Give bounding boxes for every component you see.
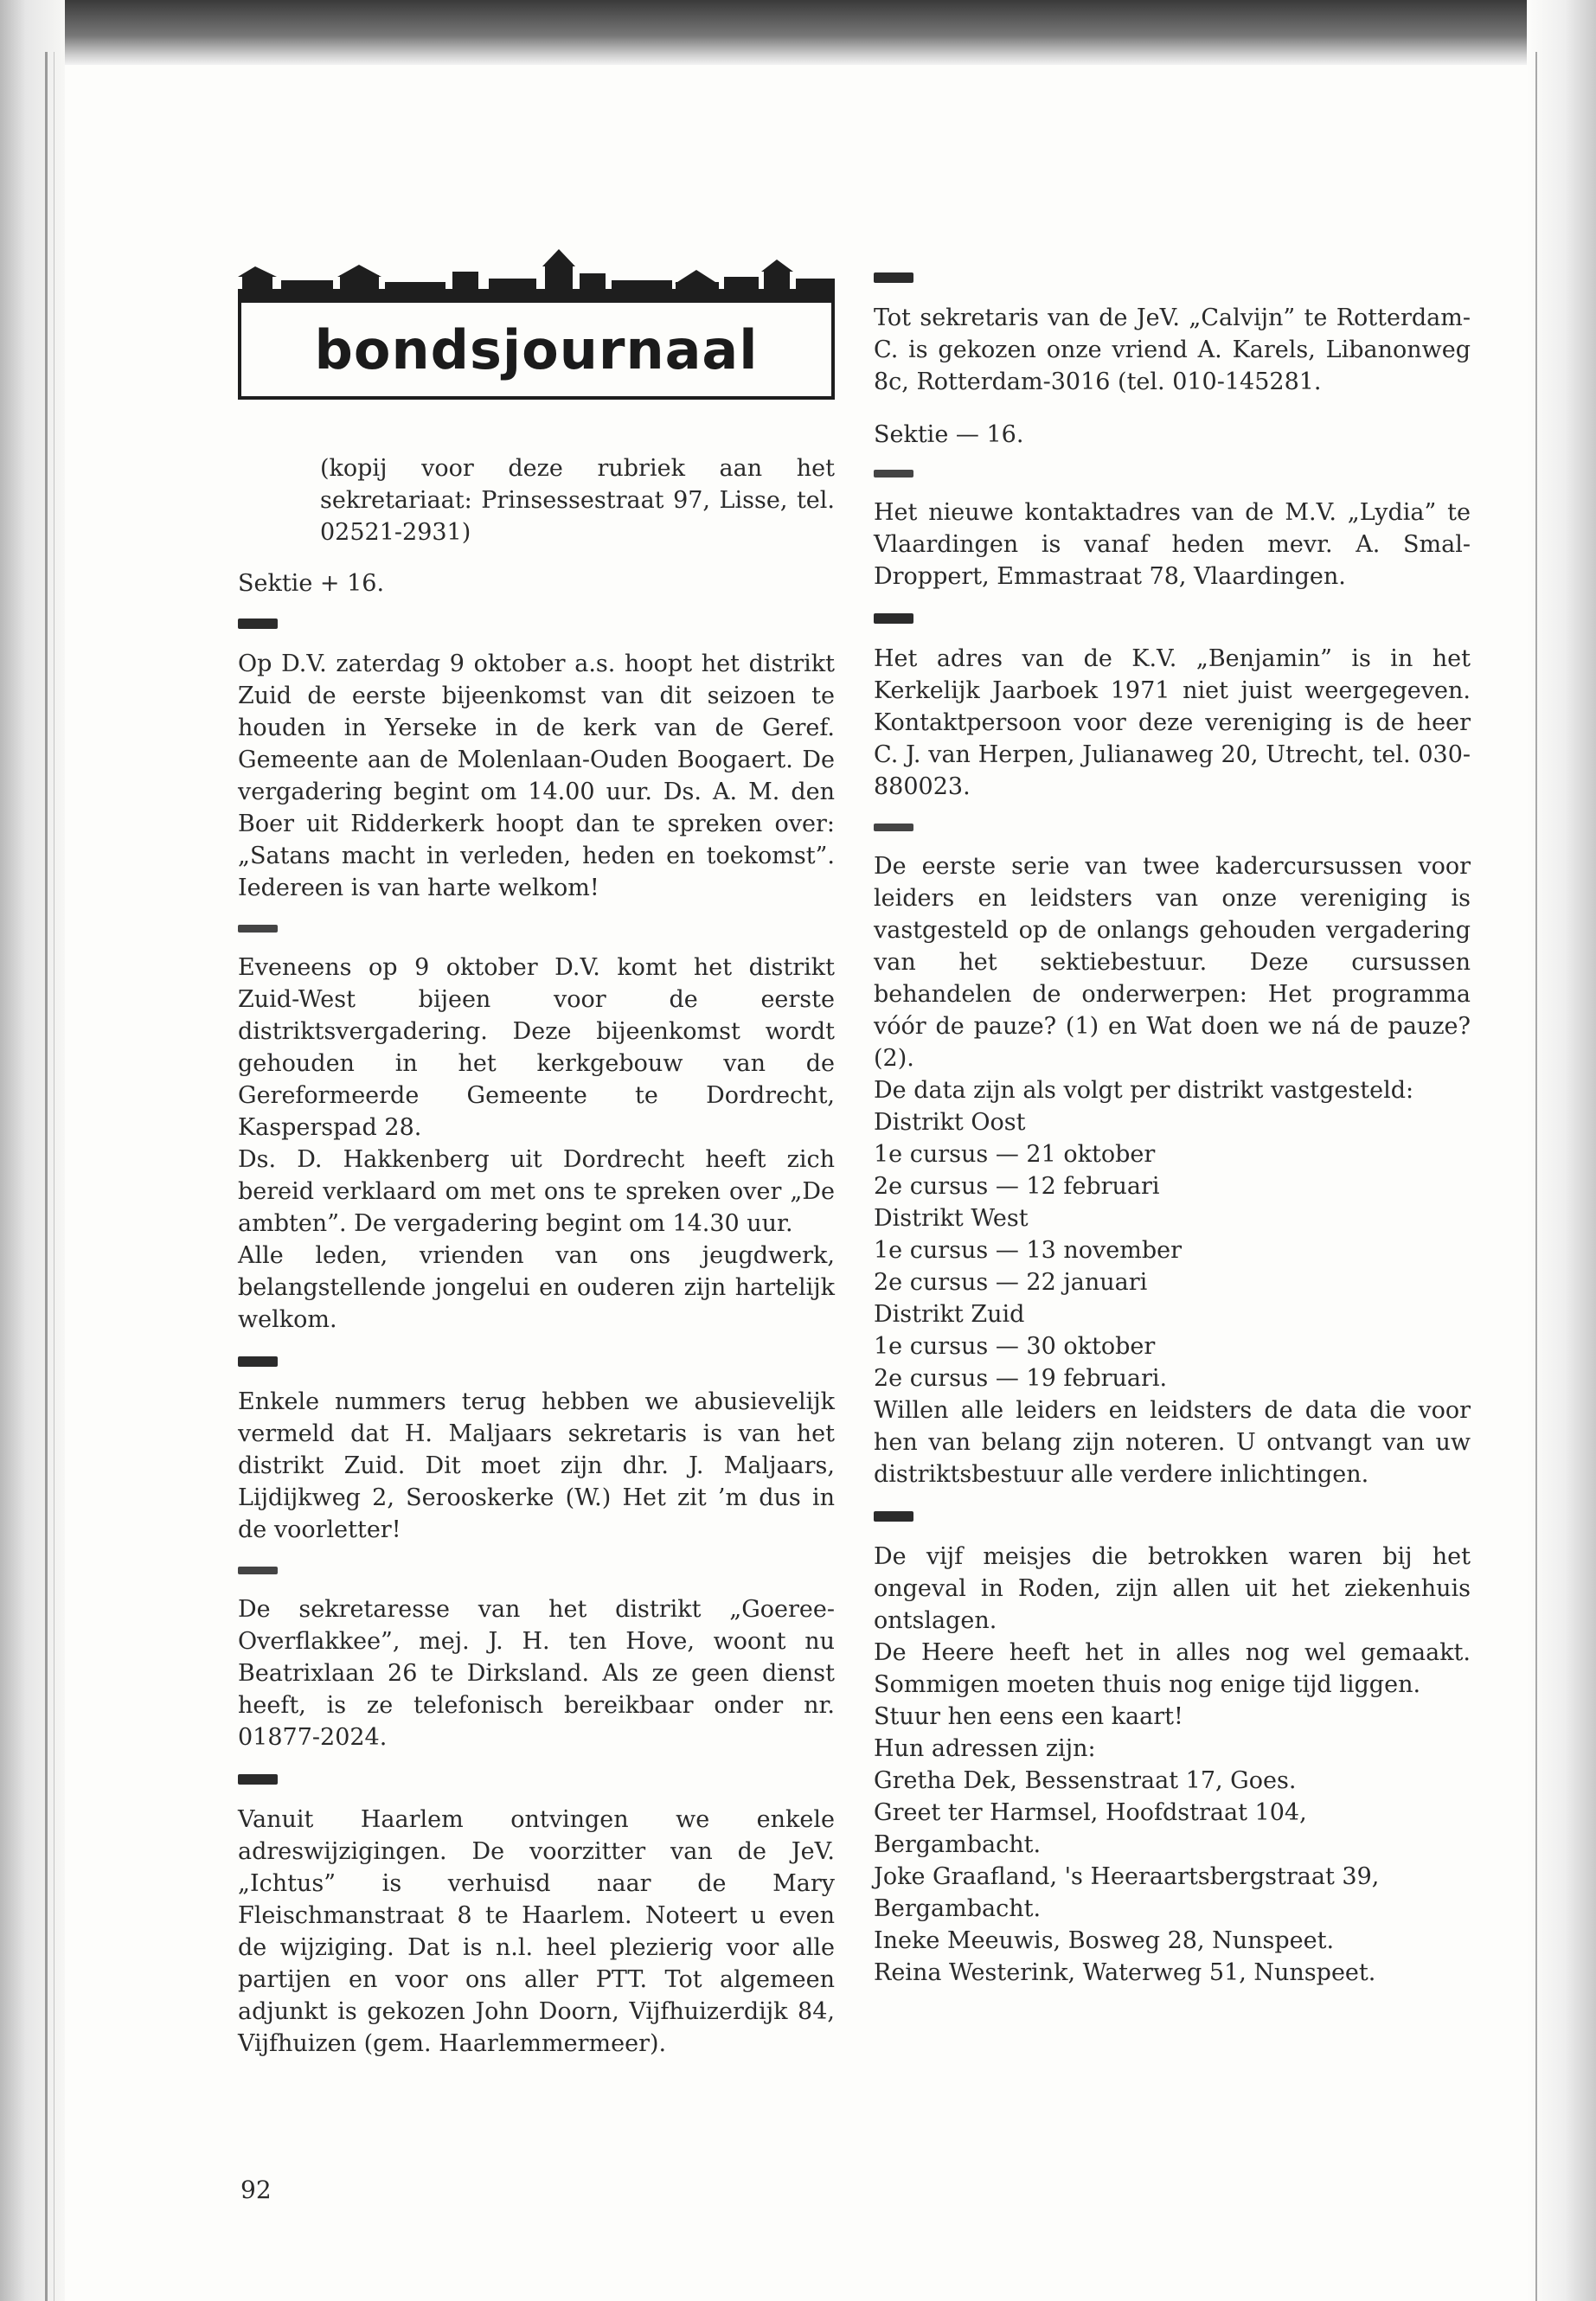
schedule-line: 2e cursus — 22 januari [874,1269,1148,1296]
page-number: 92 [240,2176,272,2204]
separator-mark [238,925,278,933]
article-zuid-meeting: Op D.V. zaterdag 9 oktober a.s. hoopt het distrikt Zuid de eerste bijeenkomst van dit seizoen te houden in Yerseke in de kerk van de Geref. Gemeente aan de Molenlaan-Ouden Boogaert. De vergadering begint om 14.00 uur. Ds. A. M. den Boer uit Ridderkerk hoopt dan te spreken over: „Satans macht in verleden, heden en toekomst”. Iedereen is van harte welkom! [238,651,835,901]
schedule-line: 2e cursus — 19 februari. [874,1365,1168,1392]
section-label-min-16: Sektie — 16. [874,421,1024,448]
masthead-title-box [238,299,835,400]
address-line: Joke Graafland, 's Heeraartsbergstraat 39, Bergambacht. [874,1863,1380,1922]
separator-mark [874,613,913,624]
copy-note: (kopij voor deze rubriek aan het sekretariaat: Prinsessestraat 97, Lisse, tel. 02521-2931) [320,455,835,546]
article-zuid-west-speaker: Ds. D. Hakkenberg uit Dordrecht heeft zich bereid verklaard om met ons te spreken over „De ambten”. De vergadering begint om 14.30 uur. [238,1146,835,1237]
schedule-intro: De data zijn als volgt per distrikt vastgesteld: [874,1077,1414,1104]
article-goeree-overflakkee: De sekretaresse van het distrikt „Goeree-Overflakkee”, mej. J. H. ten Hove, woont nu Beatrixlaan 26 te Dirksland. Als ze geen dienst heeft, is ze telefonisch bereikbaar onder nr. 01877-2024. [238,1596,835,1751]
address-line: Gretha Dek, Bessenstraat 17, Goes. [874,1767,1297,1794]
scan-top-edge [0,0,1596,65]
article-roden-card: Stuur hen eens een kaart! [874,1703,1183,1730]
article-haarlem: Vanuit Haarlem ontvingen we enkele adreswijzigingen. De voorzitter van de JeV. „Ichtus” is verhuisd naar de Mary Fleischmanstraat 8 te Haarlem. Noteert u even de wijziging. Dat is n.l. heel plezierig voor alle partijen en voor ons aller PTT. Tot algemeen adjunkt is gekozen John Doorn, Vijfhuizerdijk 84, Vijfhuizen (gem. Haarlemmermeer). [238,1806,835,2057]
schedule-line: Distrikt West [874,1205,1029,1232]
masthead [238,249,835,426]
separator-mark [238,619,278,629]
separator-mark [238,1774,278,1785]
scan-right-edge [1527,0,1596,2301]
schedule-line: 2e cursus — 12 februari [874,1173,1160,1200]
article-roden-accident: De vijf meisjes die betrokken waren bij het ongeval in Roden, zijn allen uit het ziekenhuis ontslagen. [874,1543,1471,1634]
separator-mark [238,1356,278,1367]
skyline-illustration [238,249,835,299]
separator-mark [874,1511,913,1522]
article-correction-maljaars: Enkele nummers terug hebben we abusievelijk vermeld dat H. Maljaars sekretaris is van het distrikt Zuid. Dit moet zijn dhr. J. Maljaars, Lijdijkweg 2, Serooskerke (W.) Het zit ’m dus in de voorletter! [238,1388,835,1543]
article-zuid-west-meeting: Eveneens op 9 oktober D.V. komt het distrikt Zuid-West bijeen voor de eerste distriktsvergadering. Deze bijeenkomst wordt gehouden in het kerkgebouw van de Gereformeerde Gemeente te Dordrecht, Kasperspad 28. [238,954,835,1141]
address-list [874,1765,1471,1989]
address-line: Ineke Meeuwis, Bosweg 28, Nunspeet. [874,1927,1335,1954]
separator-mark [874,272,913,283]
separator-mark [874,824,913,831]
article-benjamin: Het adres van de K.V. „Benjamin” is in het Kerkelijk Jaarboek 1971 niet juist weergegeven. Kontaktpersoon voor deze vereniging is de heer C. J. van Herpen, Julianaweg 20, Utrecht, tel. 030-880023. [874,645,1471,800]
scan-left-edge [0,0,65,2301]
article-roden-addresses-intro: Hun adressen zijn: [874,1735,1096,1762]
address-line: Reina Westerink, Waterweg 51, Nunspeet. [874,1959,1376,1986]
article-zuid-west-welcome: Alle leden, vrienden van ons jeugdwerk, belangstellende jongelui en ouderen zijn hartelijk welkom. [238,1242,835,1333]
address-line: Greet ter Harmsel, Hoofdstraat 104, Bergambacht. [874,1799,1307,1858]
masthead-title: bondsjournaal [314,317,759,381]
schedule-line: Distrikt Zuid [874,1301,1025,1328]
course-schedule [874,1106,1471,1394]
schedule-line: Distrikt Oost [874,1109,1026,1136]
schedule-line: 1e cursus — 21 oktober [874,1141,1156,1168]
separator-mark [238,1567,278,1574]
schedule-line: 1e cursus — 13 november [874,1237,1183,1264]
article-kadercursussen: De eerste serie van twee kadercursussen voor leiders en leidsters van onze vereniging is vastgesteld op de onlangs gehouden vergadering van het sektiebestuur. Deze cursussen behandelen de onderwerpen: Het programma vóór de pauze? (1) en Wat doen we ná de pauze? (2). [874,853,1471,1072]
article-lydia: Het nieuwe kontaktadres van de M.V. „Lydia” te Vlaardingen is vanaf heden mevr. A. Smal-Droppert, Emmastraat 78, Vlaardingen. [874,499,1471,590]
article-roden-recovery: De Heere heeft het in alles nog wel gemaakt. Sommigen moeten thuis nog enige tijd liggen. [874,1639,1471,1698]
separator-mark [874,470,913,478]
left-column [238,249,835,2080]
section-label-plus-16: Sektie + 16. [238,570,385,597]
schedule-closing: Willen alle leiders en leidsters de data die voor hen van belang zijn noteren. U ontvangt van uw distriktsbestuur alle verdere inlichtingen. [874,1397,1471,1488]
right-column [874,264,1471,1989]
schedule-line: 1e cursus — 30 oktober [874,1333,1156,1360]
article-calvijn: Tot sekretaris van de JeV. „Calvijn” te Rotterdam-C. is gekozen onze vriend A. Karels, Libanonweg 8c, Rotterdam-3016 (tel. 010-145281. [874,304,1471,395]
